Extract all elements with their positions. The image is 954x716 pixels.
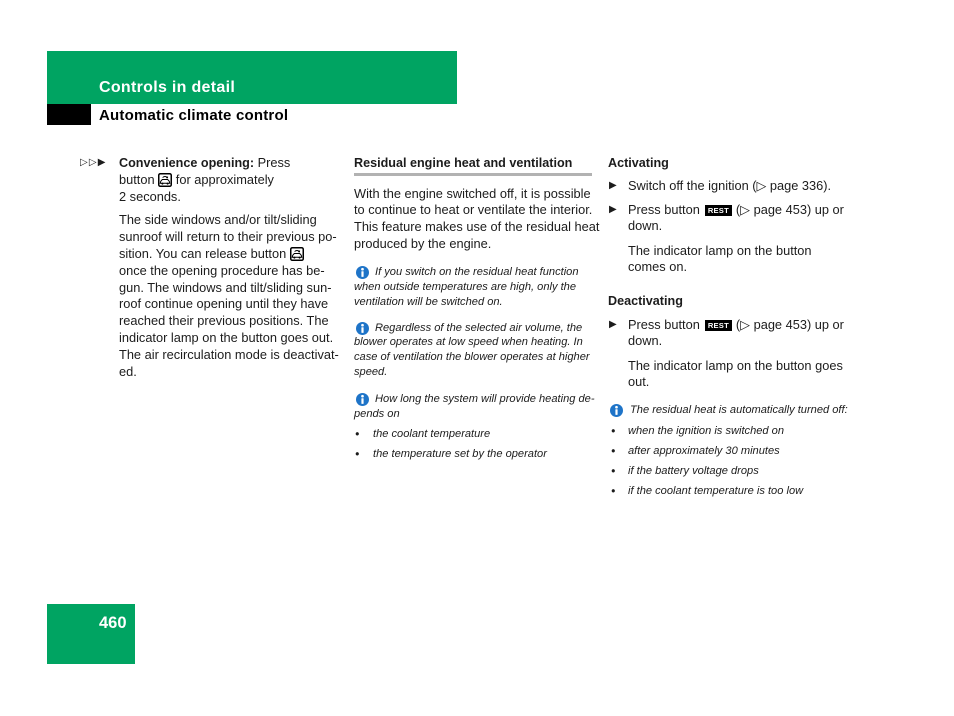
paragraph-line: With the engine switched off, it is possible <box>354 185 591 201</box>
result-line: The indicator lamp on the button <box>628 242 812 258</box>
section-title: Controls in detail <box>99 79 236 96</box>
paragraph-line: This feature makes use of the residual heat <box>354 219 600 235</box>
step-press-rest-deactivate <box>608 317 844 351</box>
bullet-marker: • <box>610 465 617 479</box>
bullet-item <box>354 427 594 442</box>
air-recirculation-button-icon <box>158 173 172 187</box>
bullet-text: after approximately 30 minutes <box>628 444 780 457</box>
info-icon <box>610 404 623 417</box>
lead-line: 2 seconds. <box>119 188 181 204</box>
bullet-marker: • <box>610 444 617 458</box>
paragraph-line: ed. <box>119 363 137 379</box>
info-icon <box>356 393 369 406</box>
heading-rule <box>354 173 592 176</box>
paragraph-line: once the opening procedure has be- <box>119 262 325 278</box>
lead-text: Press <box>257 155 291 170</box>
continued-marker: ▷▷▶ <box>80 157 107 168</box>
step-text: Press button <box>628 201 700 217</box>
step-press-rest-activate <box>608 202 844 236</box>
note-line: ventilation will be switched on. <box>354 295 503 308</box>
rest-button-icon: REST <box>705 205 732 216</box>
subsection-title: Automatic climate control <box>99 107 289 124</box>
lead-text: for approximately <box>175 171 274 187</box>
info-icon-svg <box>356 393 369 406</box>
paragraph-line: roof continue opening until they have <box>119 296 329 312</box>
paragraph-line: The air recirculation mode is deactivat- <box>119 346 339 362</box>
info-note-heating-duration <box>354 392 595 422</box>
paragraph-line: The side windows and/or tilt/sliding <box>119 212 317 228</box>
lead-text: button <box>119 171 155 187</box>
page-number: 460 <box>99 614 127 632</box>
note-line: Regardless of the selected air volume, the <box>375 321 583 334</box>
result-line: comes on. <box>628 259 688 275</box>
step-line <box>628 202 844 219</box>
bullet-marker: • <box>610 424 617 438</box>
bullet-text: when the ignition is switched on <box>628 424 785 437</box>
lead-label: Convenience opening: <box>119 156 255 170</box>
info-note-high-temperature <box>354 265 579 310</box>
bullet-marker: • <box>354 427 361 441</box>
result-line: out. <box>628 374 650 390</box>
lead-line <box>119 155 290 172</box>
step-text: (▷ page 453) up or <box>735 201 844 217</box>
bullet-text: the coolant temperature <box>373 427 491 440</box>
info-icon-svg <box>356 266 369 279</box>
step-line <box>628 317 844 334</box>
bullet-item <box>608 424 848 439</box>
step-arrow-icon: ▶ <box>609 318 617 330</box>
bullet-marker: • <box>354 447 361 461</box>
paragraph-line: to continue to heat or ventilate the interior. <box>354 202 593 218</box>
deactivate-result <box>628 358 843 392</box>
info-icon-svg <box>610 404 623 417</box>
step-text: Press button <box>628 316 700 332</box>
paragraph-line: sunroof will return to their previous po- <box>119 229 337 245</box>
note-line: speed. <box>354 365 388 378</box>
bullet-text: if the coolant temperature is too low <box>628 485 804 498</box>
convenience-opening-paragraph <box>119 212 339 380</box>
paragraph-line <box>119 246 339 263</box>
activating-heading: Activating <box>608 156 669 170</box>
step-arrow-icon: ▶ <box>609 179 617 191</box>
info-note-auto-off <box>608 403 848 418</box>
paragraph-line: produced by the engine. <box>354 235 492 251</box>
rest-button-icon: REST <box>705 320 732 331</box>
step-line: down. <box>628 218 663 234</box>
info-icon <box>356 266 369 279</box>
step-line: down. <box>628 333 663 349</box>
subsection-marker <box>47 104 91 125</box>
bullet-item <box>608 484 848 499</box>
info-icon-svg <box>356 322 369 335</box>
bullet-item <box>608 464 848 479</box>
bullet-marker: • <box>610 485 617 499</box>
note-line: How long the system will provide heating de- <box>375 392 595 405</box>
step-text: (▷ page 453) up or <box>735 316 844 332</box>
note-line: The residual heat is automatically turned off: <box>630 403 848 416</box>
step-switch-off-ignition <box>608 178 831 195</box>
air-recirculation-button-icon <box>290 247 304 261</box>
paragraph-line: gun. The windows and tilt/sliding sun- <box>119 279 332 295</box>
paragraph-line: reached their previous positions. The <box>119 313 329 329</box>
air-recirculation-button-svg <box>290 247 304 261</box>
air-recirculation-button-svg <box>158 173 172 187</box>
step-text: Switch off the ignition (▷ page 336). <box>628 177 832 193</box>
note-line: pends on <box>354 407 400 420</box>
bullet-item <box>608 444 848 459</box>
note-line: when outside temperatures are high, only the <box>354 280 577 293</box>
note-line: If you switch on the residual heat function <box>375 265 579 278</box>
convenience-opening-lead <box>119 155 290 205</box>
lead-line <box>119 172 290 189</box>
paragraph-line: indicator lamp on the button goes out. <box>119 329 334 345</box>
note-line: blower operates at low speed when heating. In <box>354 336 583 349</box>
note-line: case of ventilation the blower operates at higher <box>354 351 590 364</box>
step-arrow-icon: ▶ <box>609 203 617 215</box>
bullet-text: the temperature set by the operator <box>373 447 547 460</box>
bullet-item <box>354 447 594 462</box>
residual-heat-paragraph <box>354 186 599 253</box>
result-line: The indicator lamp on the button goes <box>628 357 843 373</box>
residual-heat-heading: Residual engine heat and ventilation <box>354 156 573 170</box>
paragraph-text: sition. You can release button <box>119 245 287 261</box>
deactivating-heading: Deactivating <box>608 293 683 308</box>
bullet-text: if the battery voltage drops <box>628 465 759 478</box>
info-note-blower-speed <box>354 321 590 380</box>
info-icon <box>356 322 369 335</box>
activate-result <box>628 243 812 277</box>
